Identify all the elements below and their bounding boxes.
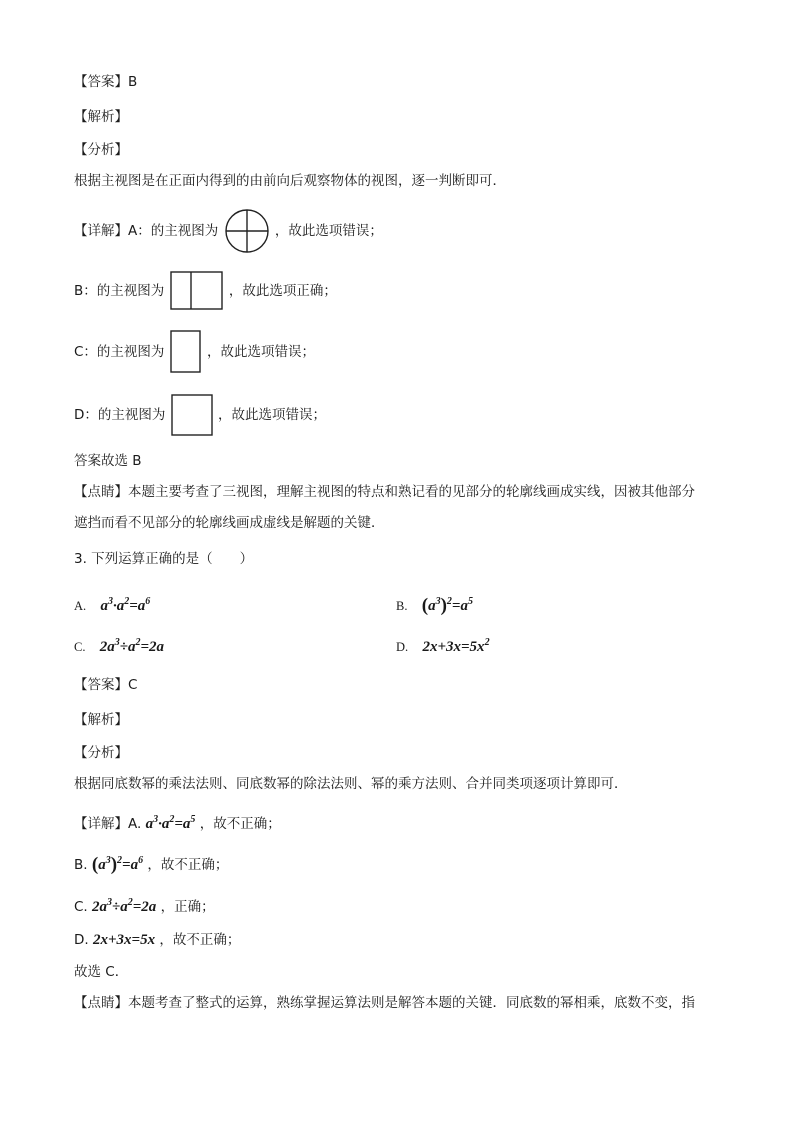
q3-dianjing-line1: 【点睛】本题考查了整式的运算，熟练掌握运算法则是解答本题的关键．同底数的幂相乘，底数不变，指: [74, 995, 695, 1011]
q3-detail-b-prefix: B.: [74, 857, 88, 873]
q3-detail-c: [74, 893, 215, 917]
q2-detail-d-prefix: D：的主视图为: [74, 407, 166, 423]
q2-detail-d-suffix: ，故此选项错误；: [218, 407, 326, 423]
q3-detail-a-expr: $a^3\cdot a^2=a^5$: [145, 814, 196, 832]
q2-detail-c-prefix: C：的主视图为: [74, 344, 165, 360]
q2-detail-b: [74, 270, 337, 312]
q3-detail-b-suffix: ，故不正确；: [147, 857, 229, 873]
q2-detail-b-prefix: B：的主视图为: [74, 283, 165, 299]
q3-detail-b-expr: $(a^3)^2=a^6$: [91, 854, 144, 875]
q2-conclusion: 答案故选 B: [74, 453, 142, 469]
q2-detail-a-suffix: ，故此选项错误；: [274, 223, 383, 239]
q2-analysis-header: 【解析】: [74, 109, 128, 125]
q3-conclusion: 故选 C．: [74, 964, 129, 980]
q2-detail-b-suffix: ，故此选项正确；: [228, 283, 337, 299]
q2-detail-c-suffix: ，故此选项错误；: [207, 344, 316, 360]
q3-option-a-label: A.: [74, 599, 87, 613]
q3-detail-a-suffix: ，故不正确；: [199, 816, 281, 832]
q3-detail-a: [74, 810, 281, 834]
q3-option-a-expr: $a^3\cdot a^2=a^6$: [100, 596, 151, 614]
q2-dianjing-line1: 【点睛】本题主要考查了三视图，理解主视图的特点和熟记看的见部分的轮廓线画成实线，因被其他部分: [74, 484, 695, 500]
square-front-view-figure: [170, 394, 214, 436]
q3-detail-d-suffix: ，故不正确；: [159, 932, 241, 948]
q3-fenxi-header: 【分析】: [74, 745, 128, 761]
q2-dianjing-line2: 遮挡而看不见部分的轮廓线画成虚线是解题的关键．: [74, 515, 385, 531]
q3-detail-c-expr: $2a^3\div a^2=2a$: [92, 897, 157, 915]
q3-detail-a-prefix: 【详解】A.: [74, 816, 142, 832]
q3-detail-b: [74, 851, 228, 875]
q3-option-b-label: B.: [396, 599, 408, 613]
two-rectangles-front-view-figure: [169, 271, 225, 311]
q3-option-c-label: C.: [74, 640, 86, 654]
q3-detail-d-prefix: D.: [74, 932, 89, 948]
tall-rectangle-front-view-figure: [169, 330, 203, 374]
q2-answer: 【答案】B: [74, 74, 138, 90]
q3-stem: 3. 下列运算正确的是（ ）: [74, 551, 254, 567]
q2-detail-d: [74, 393, 326, 437]
q3-option-d: [396, 633, 490, 657]
q3-option-d-expr: $2x+3x=5x^2$: [422, 637, 490, 655]
q3-option-c: [74, 633, 164, 657]
q3-option-c-expr: $2a^3\div a^2=2a$: [99, 637, 165, 655]
q3-option-b-expr: $(a^3)^2=a^5$: [421, 595, 473, 616]
q3-option-a: [74, 592, 150, 616]
q2-detail-c: [74, 329, 315, 375]
q2-detail-a-prefix: 【详解】A：的主视图为: [74, 223, 219, 239]
q3-answer: 【答案】C: [74, 677, 138, 693]
q2-fenxi-text: 根据主视图是在正面内得到的由前向后观察物体的视图，逐一判断即可．: [74, 173, 506, 189]
q3-detail-c-suffix: ，正确；: [160, 899, 215, 915]
q2-fenxi-header: 【分析】: [74, 142, 128, 158]
q3-detail-d-expr: 2x+3x=5x: [92, 932, 156, 948]
q3-fenxi-text: 根据同底数幂的乘法法则、同底数幂的除法法则、幂的乘方法则、合并同类项逐项计算即可．: [74, 776, 628, 792]
q3-detail-c-prefix: C.: [74, 899, 88, 915]
q3-option-b: [396, 592, 473, 616]
q3-option-d-label: D.: [396, 640, 409, 654]
q2-detail-a: [74, 208, 383, 250]
circle-cross-front-view-figure: [223, 208, 271, 254]
q3-detail-d: [74, 930, 240, 950]
q3-analysis-header: 【解析】: [74, 712, 128, 728]
